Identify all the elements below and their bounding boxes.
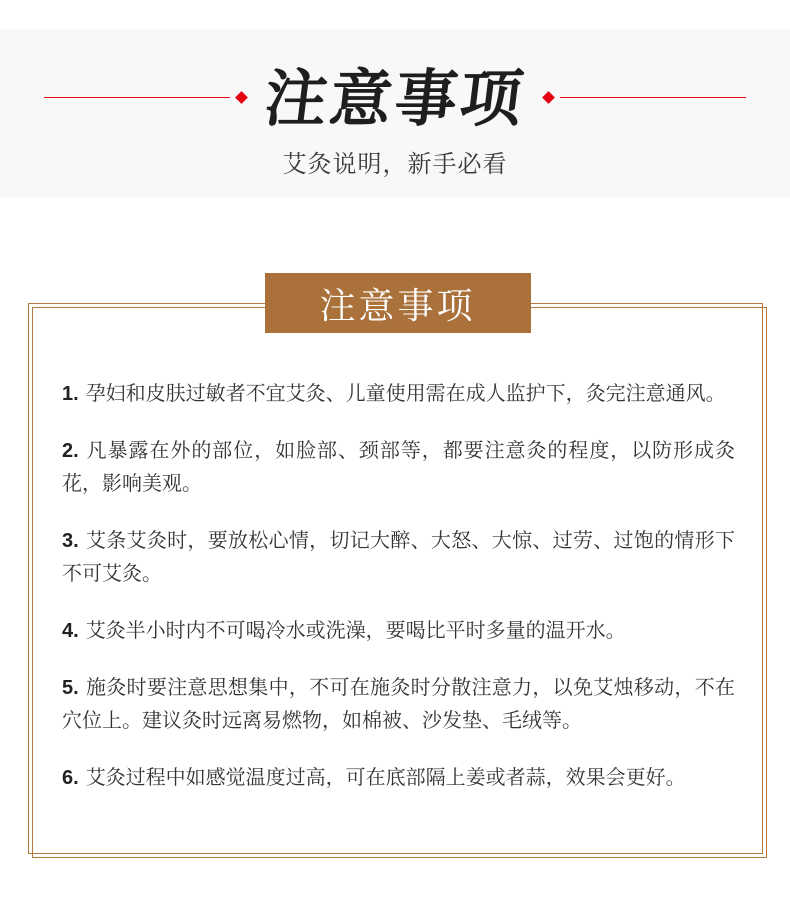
list-item [62,525,735,591]
item-text: 凡暴露在外的部位，如脸部、颈部等，都要注意灸的程度，以防形成灸花，影响美观。 [62,440,735,495]
item-number: 6. [62,767,79,789]
title-row [0,55,790,145]
list-item [62,615,735,648]
item-text: 艾灸过程中如感觉温度过高，可在底部隔上姜或者蒜，效果会更好。 [85,767,686,789]
divider-line-right [560,97,746,98]
notice-list [62,378,735,819]
item-text: 施灸时要注意思想集中，不可在施灸时分散注意力，以免艾烛移动，不在穴位上。建议灸时远离易燃物，如棉被、沙发垫、毛绒等。 [62,677,735,732]
notice-badge [265,273,531,333]
list-item [62,435,735,501]
item-number: 3. [62,530,79,552]
item-text: 艾条艾灸时，要放松心情，切记大醉、大怒、大惊、过劳、过饱的情形下不可艾灸。 [62,530,735,585]
item-number: 1. [62,383,79,405]
notice-badge-label: 注意事项 [319,284,476,326]
list-item [62,378,735,411]
diamond-icon-right [542,91,555,104]
item-text: 孕妇和皮肤过敏者不宜艾灸、儿童使用需在成人监护下，灸完注意通风。 [85,383,726,405]
page-subtitle: 艾灸说明，新手必看 [282,151,508,178]
list-item [62,672,735,738]
item-number: 2. [62,440,79,462]
item-text: 艾灸半小时内不可喝冷水或洗澡，要喝比平时多量的温开水。 [85,620,626,642]
item-number: 5. [62,677,79,699]
hero-header [0,29,790,197]
divider-line-left [44,97,230,98]
page-title: 注意事项 [260,65,530,134]
item-number: 4. [62,620,79,642]
list-item [62,762,735,795]
diamond-icon-left [235,91,248,104]
notice-box [28,284,767,858]
